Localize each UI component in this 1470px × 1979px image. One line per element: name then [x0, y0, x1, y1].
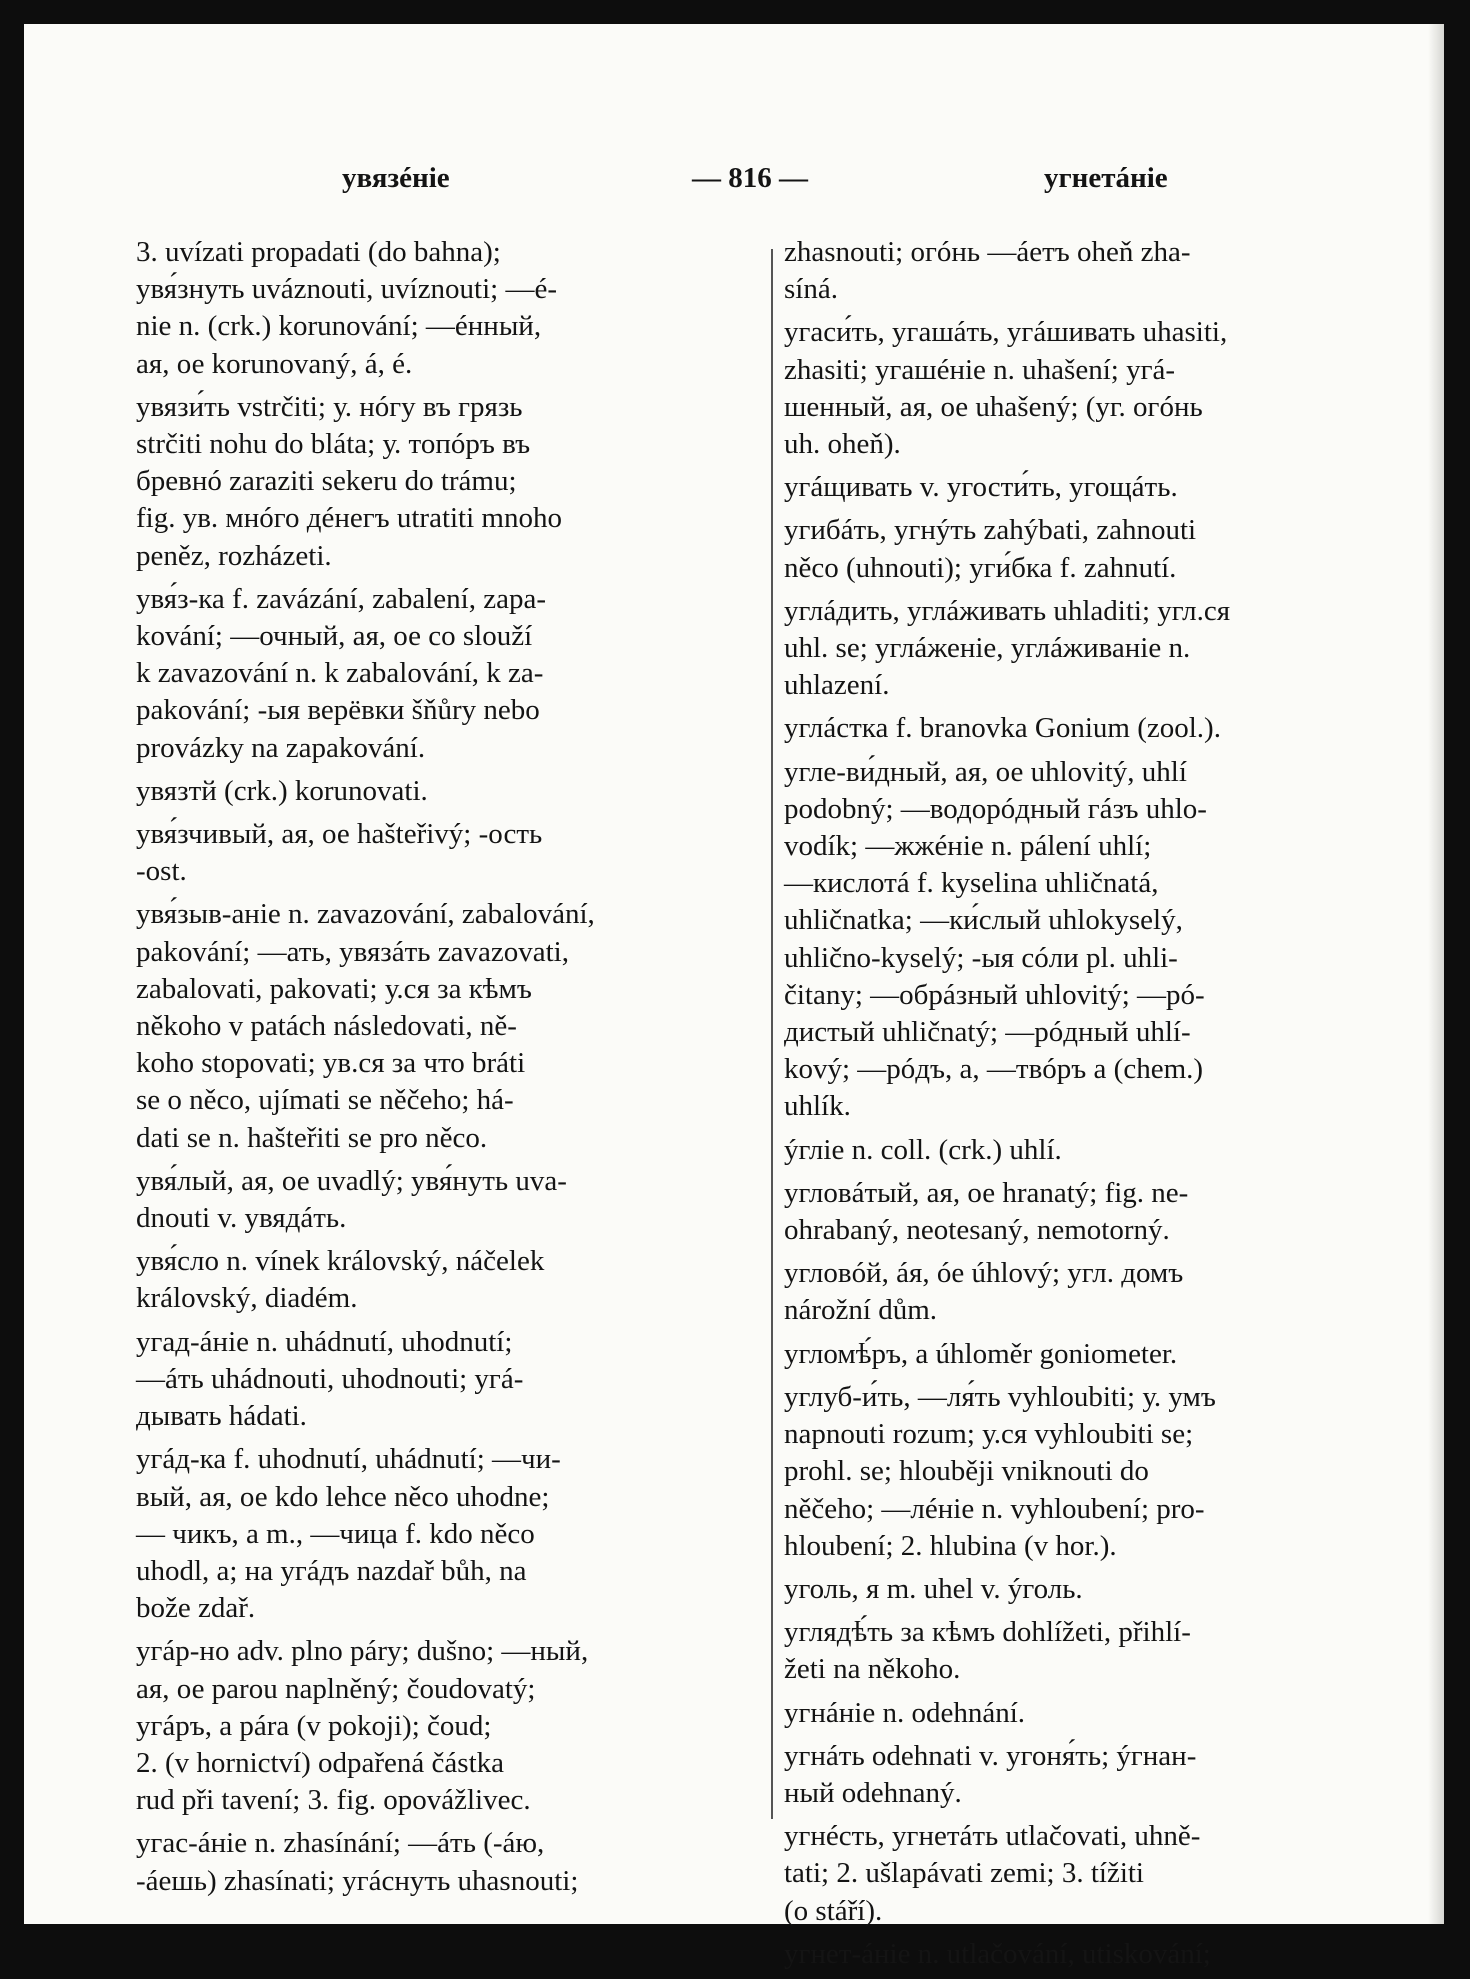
entry-line: se o něco, ujímati se něčeho; há- — [136, 1084, 514, 1117]
entry-line: napnouti rozum; у.ся vyhloubiti se; — [784, 1418, 1194, 1451]
left-column — [136, 234, 746, 1906]
entry-line: uhlík. — [784, 1090, 851, 1123]
entry-line: kování; —очный, ая, ое co slouží — [136, 620, 533, 653]
entry-line: hloubení; 2. hlubina (v hor.). — [784, 1529, 1117, 1562]
entry-line: вый, ая, ое kdo lehce něco uhodne; — [136, 1480, 550, 1513]
entry-line: dati se n. hašteřiti se pro něco. — [136, 1121, 488, 1154]
entry-line: bože zdař. — [136, 1592, 256, 1625]
column-divider — [771, 249, 773, 1819]
dictionary-entry — [136, 234, 746, 383]
entry-line: углáстка f. branovka Gonium (zool.). — [784, 712, 1221, 745]
entry-line: увя́сло n. vínek královský, náčelek — [136, 1245, 545, 1278]
entry-line: увя́зыв-аніе n. zavazování, zabalování, — [136, 898, 595, 931]
entry-line: pakování; -ыя верёвки šňůry nebo — [136, 694, 540, 727]
entry-line: žeti na někoho. — [784, 1653, 961, 1686]
entry-line: rud při tavení; 3. fig. opovážlivec. — [136, 1784, 531, 1817]
entry-line: zhasnouti; огóнь —áетъ oheň zha- — [784, 236, 1191, 268]
entry-line: fig. ув. мнóго дéнегъ utratiti mnoho — [136, 502, 562, 535]
dictionary-entry — [136, 896, 746, 1156]
dictionary-entry — [136, 1441, 746, 1627]
entry-line: -ost. — [136, 855, 187, 888]
dictionary-entry — [784, 1571, 1402, 1608]
entry-line: peněz, rozházeti. — [136, 539, 332, 572]
entry-line: угнáніе n. odehnání. — [784, 1696, 1026, 1729]
entry-line: увя́знуть uváznouti, uvíznouti; —é- — [136, 273, 558, 306]
entry-line: угнéсть, угнетáть utlačovati, uhně- — [784, 1820, 1201, 1853]
dictionary-entry — [784, 1379, 1402, 1565]
entry-line: углядѣ́ть за кѣмъ dohlížeti, přihlí- — [784, 1616, 1191, 1649]
dictionary-entry — [136, 389, 746, 575]
dictionary-entry — [784, 1818, 1402, 1930]
entry-line: uhličnatka; —ки́слый uhlokyselý, — [784, 904, 1183, 937]
entry-line: угаси́ть, угашáть, угáшивать uhasiti, — [784, 316, 1228, 349]
entry-line: prohl. se; hlouběji vniknouti do — [784, 1455, 1149, 1488]
entry-line: tati; 2. ušlapávati zemi; 3. tížiti — [784, 1857, 1144, 1890]
entry-line: —кислотá f. kyselina uhličnatá, — [784, 867, 1159, 900]
dictionary-entry — [136, 1243, 746, 1317]
entry-line: podobný; —водорóдный гáзъ uhlo- — [784, 792, 1207, 825]
entry-line: vodík; —жжéніе n. pálení uhlí; — [784, 830, 1152, 863]
entry-line: ая, ое korunovaný, á, é. — [136, 347, 413, 380]
entry-line: ая, ое parou naplněný; čoudovatý; — [136, 1672, 536, 1705]
entry-line: угибáть, угнýть zahýbati, zahnouti — [784, 514, 1197, 547]
entry-line: (o stáří). — [784, 1894, 883, 1927]
dictionary-entry — [784, 1695, 1402, 1732]
entry-line: угас-áніе n. zhasínání; —áть (-áю, — [136, 1827, 545, 1860]
dictionary-entry — [784, 1936, 1402, 1973]
dictionary-entry — [784, 754, 1402, 1126]
dictionary-entry — [136, 816, 746, 890]
dictionary-entry — [136, 1633, 746, 1819]
running-head — [24, 162, 1444, 202]
dictionary-entry — [136, 1163, 746, 1237]
entry-line: угáр-но adv. plno páry; dušno; —ный, — [136, 1635, 589, 1668]
entry-line: увя́лый, ая, ое uvadlý; увя́нуть uva- — [136, 1164, 567, 1197]
dictionary-entry — [784, 710, 1402, 747]
entry-line: uhl. se; углáженіе, углáживаніе n. — [784, 632, 1191, 665]
entry-line: ный odehnaný. — [784, 1776, 962, 1809]
entry-line: nie n. (crk.) korunování; —éнный, — [136, 310, 542, 343]
entry-line: шенный, ая, ое uhašený; (уг. огóнь — [784, 390, 1203, 423]
dictionary-entry — [784, 1132, 1402, 1169]
entry-line: zhasiti; угашéніе n. uhašení; угá- — [784, 353, 1175, 386]
dictionary-entry — [784, 1255, 1402, 1329]
dictionary-entry — [136, 581, 746, 767]
entry-line: 2. (v hornictví) odpařená částka — [136, 1746, 504, 1779]
dictionary-entry — [784, 1614, 1402, 1688]
entry-line: ohrabaný, neotesaný, nemotorný. — [784, 1214, 1170, 1247]
page-number: — 816 — — [692, 162, 808, 194]
entry-line: síná. — [784, 273, 838, 306]
entry-line: угле-ви́дный, ая, ое uhlovitý, uhlí — [784, 755, 1187, 788]
entry-line: — чикъ, а m., —чица f. kdo něco — [136, 1517, 535, 1550]
entry-line: угáд-ка f. uhodnutí, uhádnutí; —чи- — [136, 1443, 561, 1476]
entry-line: угáръ, а pára (v pokoji); čoud; — [136, 1709, 492, 1742]
entry-line: koho stopovati; ув.ся за что bráti — [136, 1047, 526, 1080]
dictionary-entry — [136, 1825, 746, 1899]
entry-line: увязтй (crk.) korunovati. — [136, 774, 428, 807]
guide-word-right: угнетáніе — [1044, 162, 1168, 194]
entry-line: угловáтый, ая, ое hranatý; fig. ne- — [784, 1176, 1189, 1209]
dictionary-entry — [136, 773, 746, 810]
entry-line: k zavazování n. k zabalování, k za- — [136, 657, 544, 690]
entry-line: něco (uhnouti); уги́бка f. zahnutí. — [784, 551, 1177, 584]
entry-line: čitany; —обрáзный uhlovitý; —рó- — [784, 978, 1205, 1011]
entry-line: —áть uhádnouti, uhodnouti; угá- — [136, 1362, 524, 1395]
entry-line: královský, diadém. — [136, 1282, 358, 1315]
entry-line: zabalovati, pakovati; у.ся за кѣмъ — [136, 972, 532, 1005]
entry-line: dnouti v. увядáть. — [136, 1202, 347, 1235]
entry-line: uhlazení. — [784, 669, 890, 702]
entry-line: někoho v patách následovati, ně- — [136, 1010, 517, 1043]
dictionary-entry — [784, 469, 1402, 506]
dictionary-page — [24, 24, 1444, 1970]
entry-line: угáщивать v. угости́ть, угощáть. — [784, 471, 1178, 504]
entry-line: nárožní dům. — [784, 1294, 938, 1327]
dictionary-entry — [784, 234, 1402, 308]
entry-line: угнет-áніе n. utlačování, utiskování; — [784, 1937, 1211, 1970]
right-column — [784, 234, 1402, 1979]
dictionary-entry — [784, 314, 1402, 463]
entry-line: uhlično-kyselý; -ыя сóли pl. uhli- — [784, 941, 1178, 974]
entry-line: provázky na zapakování. — [136, 731, 426, 764]
entry-line: -áешь) zhasínati; угáснуть uhasnouti; — [136, 1864, 579, 1897]
dictionary-entry — [784, 512, 1402, 586]
dictionary-entry — [784, 1336, 1402, 1373]
entry-line: увя́з-ка f. zavázání, zabalení, zapa- — [136, 582, 546, 615]
entry-line: углáдить, углáживать uhladiti; угл.ся — [784, 594, 1231, 627]
guide-word-left: увязéніе — [342, 162, 450, 194]
entry-line: ýгліе n. coll. (crk.) uhlí. — [784, 1133, 1062, 1166]
entry-line: увязи́ть vstrčiti; у. нóгу въ грязь — [136, 390, 523, 423]
entry-line: дывать hádati. — [136, 1400, 307, 1433]
entry-line: углуб-и́ть, —ля́ть vyhloubiti; у. умъ — [784, 1380, 1216, 1413]
dictionary-entry — [784, 1175, 1402, 1249]
entry-line: увя́зчивый, ая, ое hašteřivý; -ость — [136, 818, 543, 851]
entry-line: угломѣ́ръ, а úhloměr goniometer. — [784, 1337, 1178, 1370]
entry-line: угнáть odehnati v. угоня́ть; ýгнан- — [784, 1739, 1197, 1772]
entry-line: 3. uvízati propadati (do bahna); — [136, 236, 501, 268]
dictionary-entry — [136, 1324, 746, 1436]
dictionary-entry — [784, 593, 1402, 705]
entry-line: угад-áніе n. uhádnutí, uhodnutí; — [136, 1325, 513, 1358]
entry-line: бревнó zaraziti sekeru do trámu; — [136, 465, 517, 498]
entry-line: uh. oheň). — [784, 428, 901, 461]
entry-line: strčiti nohu do bláta; у. топóръ въ — [136, 428, 531, 461]
entry-line: uhodl, a; на угáдъ nazdař bůh, na — [136, 1554, 527, 1587]
entry-line: уголь, я m. uhel v. ýголь. — [784, 1572, 1083, 1605]
entry-line: дистый uhličnatý; —рóдный uhlí- — [784, 1016, 1191, 1049]
entry-line: něčeho; —лéніе n. vyhloubení; pro- — [784, 1492, 1205, 1525]
dictionary-entry — [784, 1738, 1402, 1812]
entry-line: kový; —рóдъ, а, —твóръ a (chem.) — [784, 1053, 1204, 1086]
entry-line: угловóй, áя, óе úhlový; угл. домъ — [784, 1257, 1184, 1290]
entry-line: pakování; —ать, увязáть zavazovati, — [136, 935, 569, 968]
